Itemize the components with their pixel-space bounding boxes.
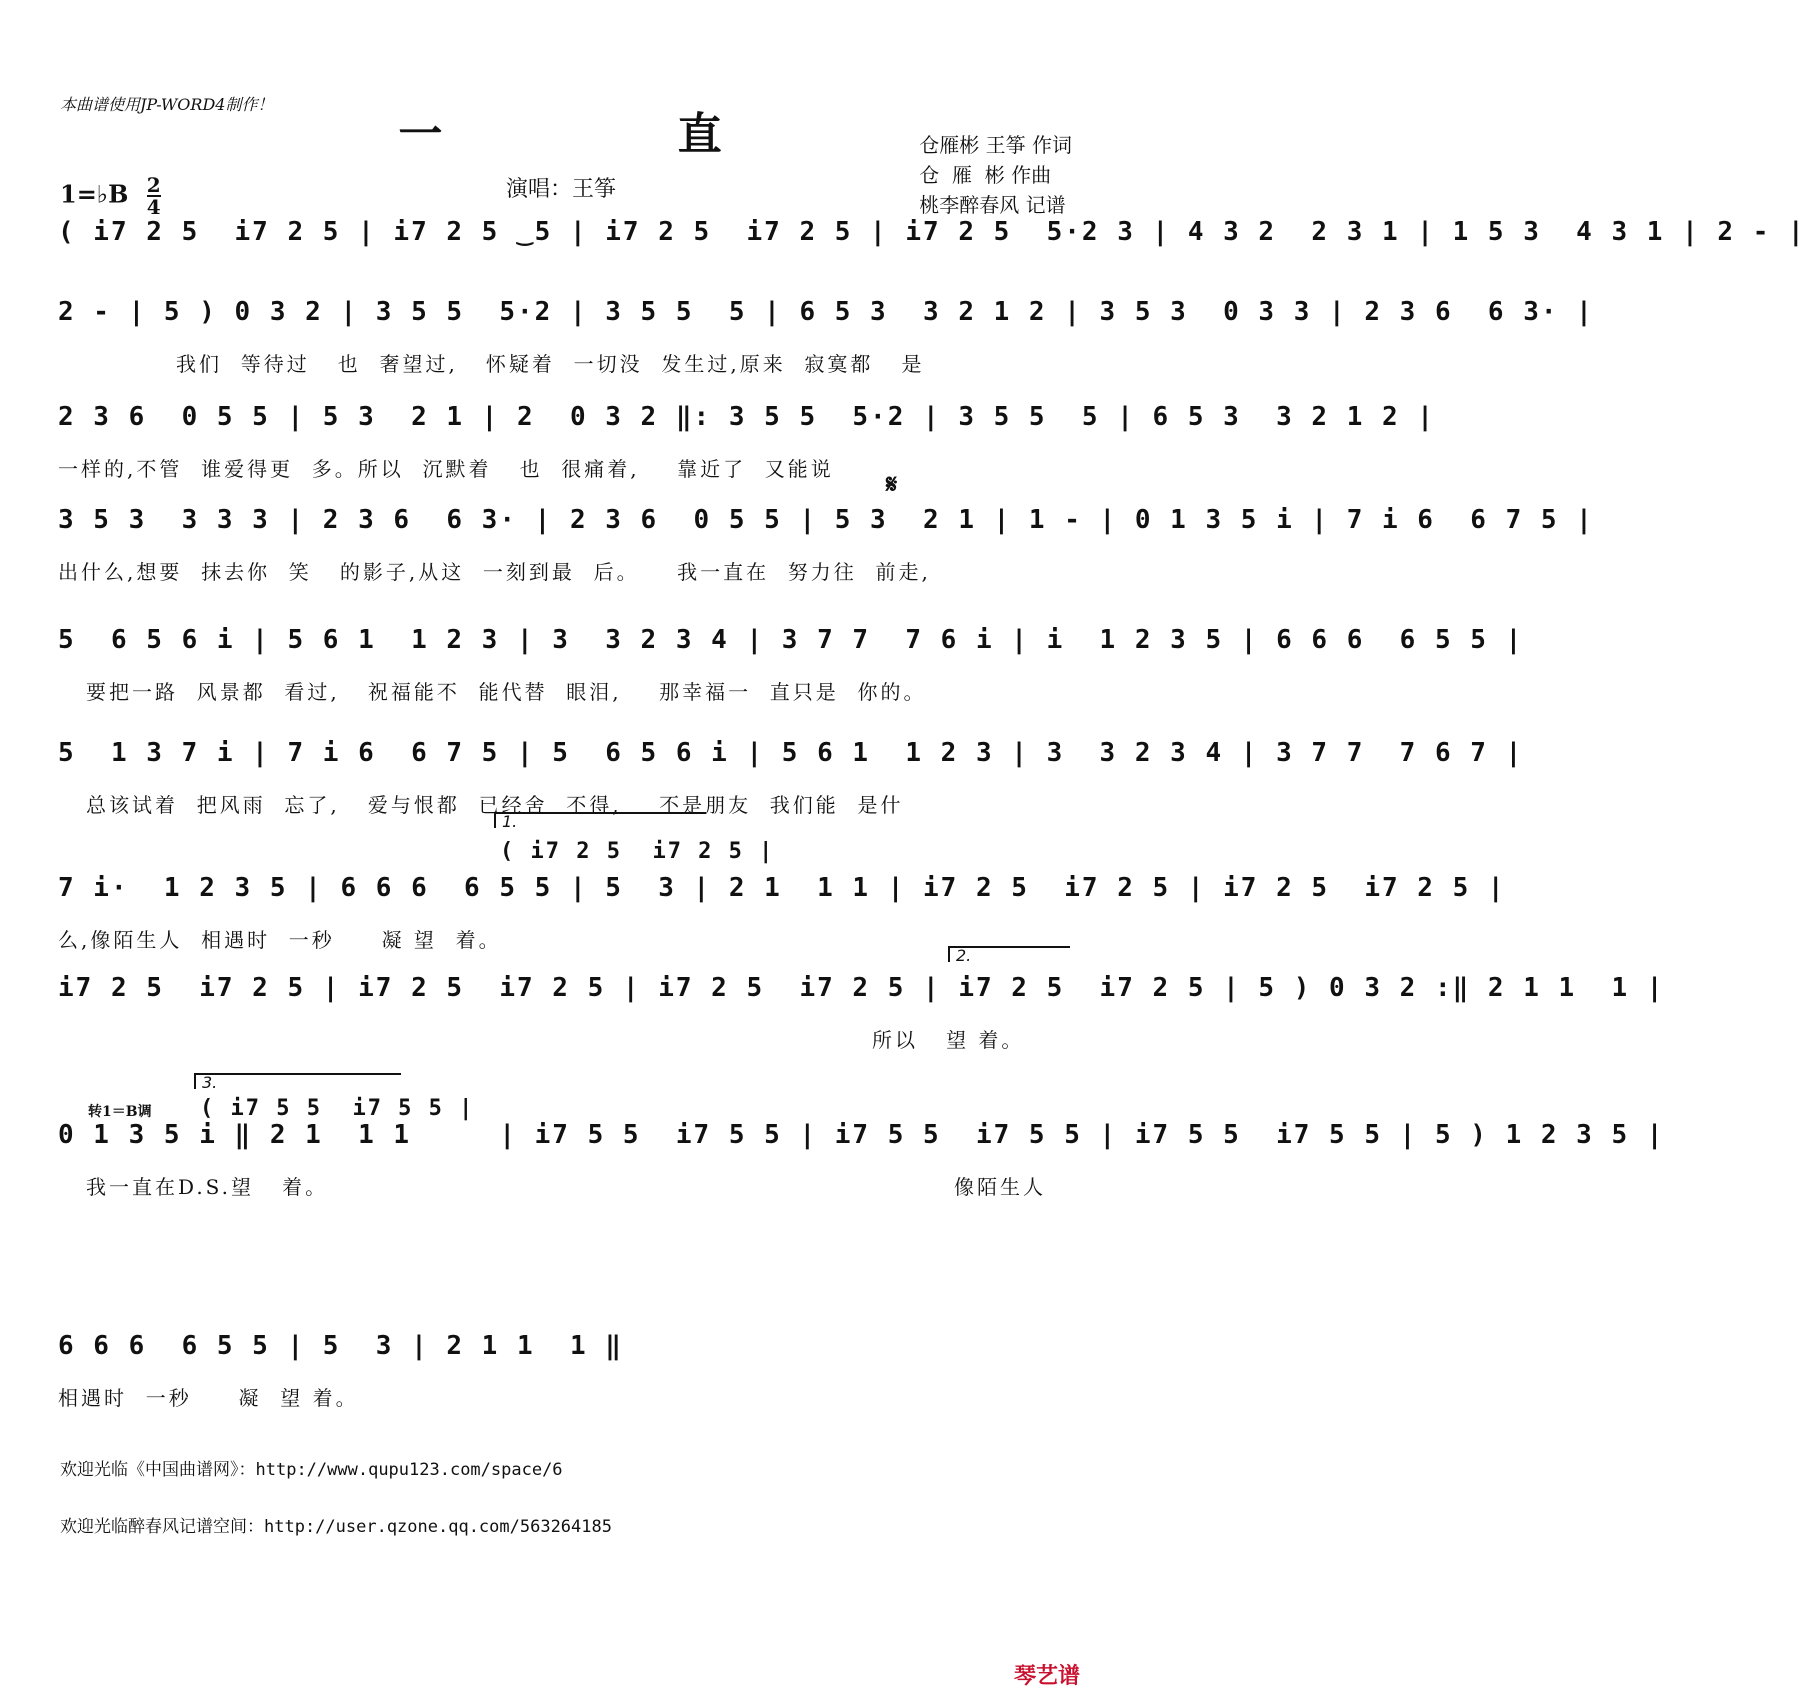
song-title: 一 直 bbox=[398, 109, 832, 160]
notes-row-10: 6 6 6 6 5 5 | 5 3 | 2 1 1 1 ‖ bbox=[58, 1331, 623, 1361]
lyrics-row-7: 么,像陌生人 相遇时 一秒 凝 望 着。 bbox=[58, 928, 502, 952]
modulation-note: 转1＝B调 bbox=[88, 1104, 152, 1120]
volta-3: 3. bbox=[194, 1073, 401, 1089]
volta-1: 1. bbox=[494, 812, 706, 828]
segno-sign: 𝄋 bbox=[886, 470, 898, 500]
tool-note: 本曲谱使用JP-WORD4制作！ bbox=[60, 95, 274, 114]
credit-music: 仓 雁 彬 作曲 bbox=[919, 163, 1052, 187]
credits bbox=[919, 130, 1072, 220]
time-denominator: 4 bbox=[146, 195, 161, 219]
volta-3-notes: ( i7 5 5 i7 5 5 | bbox=[200, 1096, 475, 1121]
time-signature bbox=[147, 175, 161, 217]
credit-transcriber: 桃李醉春风 记谱 bbox=[919, 193, 1066, 217]
notes-row-6: 5 1 3 7 i | 7 i 6 6 7 5 | 5 6 5 6 i | 5 6 1 1 2 3 | 3 3 2 3 4 | 3 7 7 7 6 7 | bbox=[58, 738, 1524, 768]
lyrics-row-10: 相遇时 一秒 凝 望 着。 bbox=[58, 1386, 359, 1410]
site-logo: 琴艺谱 bbox=[1013, 1664, 1080, 1689]
notes-row-7: 7 i· 1 2 3 5 | 6 6 6 6 5 5 | 5 3 | 2 1 1 1 | i7 2 5 i7 2 5 | i7 2 5 i7 2 5 | bbox=[58, 873, 1506, 903]
volta-1-notes: ( i7 2 5 i7 2 5 | bbox=[500, 839, 775, 864]
notes-row-3: 2 3 6 0 5 5 | 5 3 2 1 | 2 0 3 2 ‖: 3 5 5 5·2 | 3 5 5 5 | 6 5 3 3 2 1 2 | bbox=[58, 402, 1435, 432]
singer: 演唱：王筝 bbox=[506, 177, 617, 202]
volta-2: 2. bbox=[948, 946, 1070, 962]
time-numerator: 2 bbox=[146, 173, 161, 197]
lyrics-row-5: 要把一路 风景都 看过, 祝福能不 能代替 眼泪, 那幸福一 直只是 你的。 bbox=[86, 680, 927, 704]
footer-link-2: 欢迎光临醉春风记谱空间：http://user.qzone.qq.com/563264185 bbox=[60, 1517, 612, 1537]
notes-row-8: i7 2 5 i7 2 5 | i7 2 5 i7 2 5 | i7 2 5 i7 2 5 | i7 2 5 i7 2 5 | 5 ) 0 3 2 :‖ 2 1 1 1 | bbox=[58, 973, 1665, 1003]
credit-lyrics: 仓雁彬 王筝 作词 bbox=[919, 133, 1072, 157]
notes-row-9: 0 1 3 5 i ‖ 2 1 1 1 | i7 5 5 i7 5 5 | i7 5 5 i7 5 5 | i7 5 5 i7 5 5 | 5 ) 1 2 3 5 | bbox=[58, 1120, 1665, 1150]
key-label: 1=♭B bbox=[60, 179, 129, 209]
key-signature bbox=[60, 175, 161, 217]
notes-row-5: 5 6 5 6 i | 5 6 1 1 2 3 | 3 3 2 3 4 | 3 7 7 7 6 i | i 1 2 3 5 | 6 6 6 6 5 5 | bbox=[58, 625, 1524, 655]
footer-link-1: 欢迎光临《中国曲谱网》：http://www.qupu123.com/space/6 bbox=[60, 1460, 563, 1480]
lyrics-row-9-right: 像陌生人 bbox=[954, 1175, 1046, 1199]
lyrics-row-8: 所以 望 着。 bbox=[872, 1028, 1025, 1052]
notes-row-1: ( i7 2 5 i7 2 5 | i7 2 5 ‿5 | i7 2 5 i7 2 5 | i7 2 5 5·2 3 | 4 3 2 2 3 1 | 1 5 3 4 3 1 | 2 - | bbox=[58, 217, 1806, 247]
lyrics-row-3: 一样的,不管 谁爱得更 多。所以 沉默着 也 很痛着, 靠近了 又能说 bbox=[58, 457, 834, 481]
notes-row-4: 3 5 3 3 3 3 | 2 3 6 6 3· | 2 3 6 0 5 5 | 5 3 2 1 | 1 - | 0 1 3 5 i | 7 i 6 6 7 5 | bbox=[58, 505, 1594, 535]
lyrics-row-9-left: 我一直在D.S.望 着。 bbox=[86, 1175, 329, 1199]
notes-row-2: 2 - | 5 ) 0 3 2 | 3 5 5 5·2 | 3 5 5 5 | 6 5 3 3 2 1 2 | 3 5 3 0 3 3 | 2 3 6 6 3· | bbox=[58, 297, 1594, 327]
lyrics-row-4: 出什么,想要 抹去你 笑 的影子,从这 一刻到最 后。 我一直在 努力往 前走, bbox=[58, 560, 931, 584]
lyrics-row-6: 总该试着 把风雨 忘了, 爱与恨都 已经舍 不得, 不是朋友 我们能 是什 bbox=[86, 793, 904, 817]
lyrics-row-2: 我们 等待过 也 奢望过, 怀疑着 一切没 发生过,原来 寂寞都 是 bbox=[176, 352, 925, 376]
